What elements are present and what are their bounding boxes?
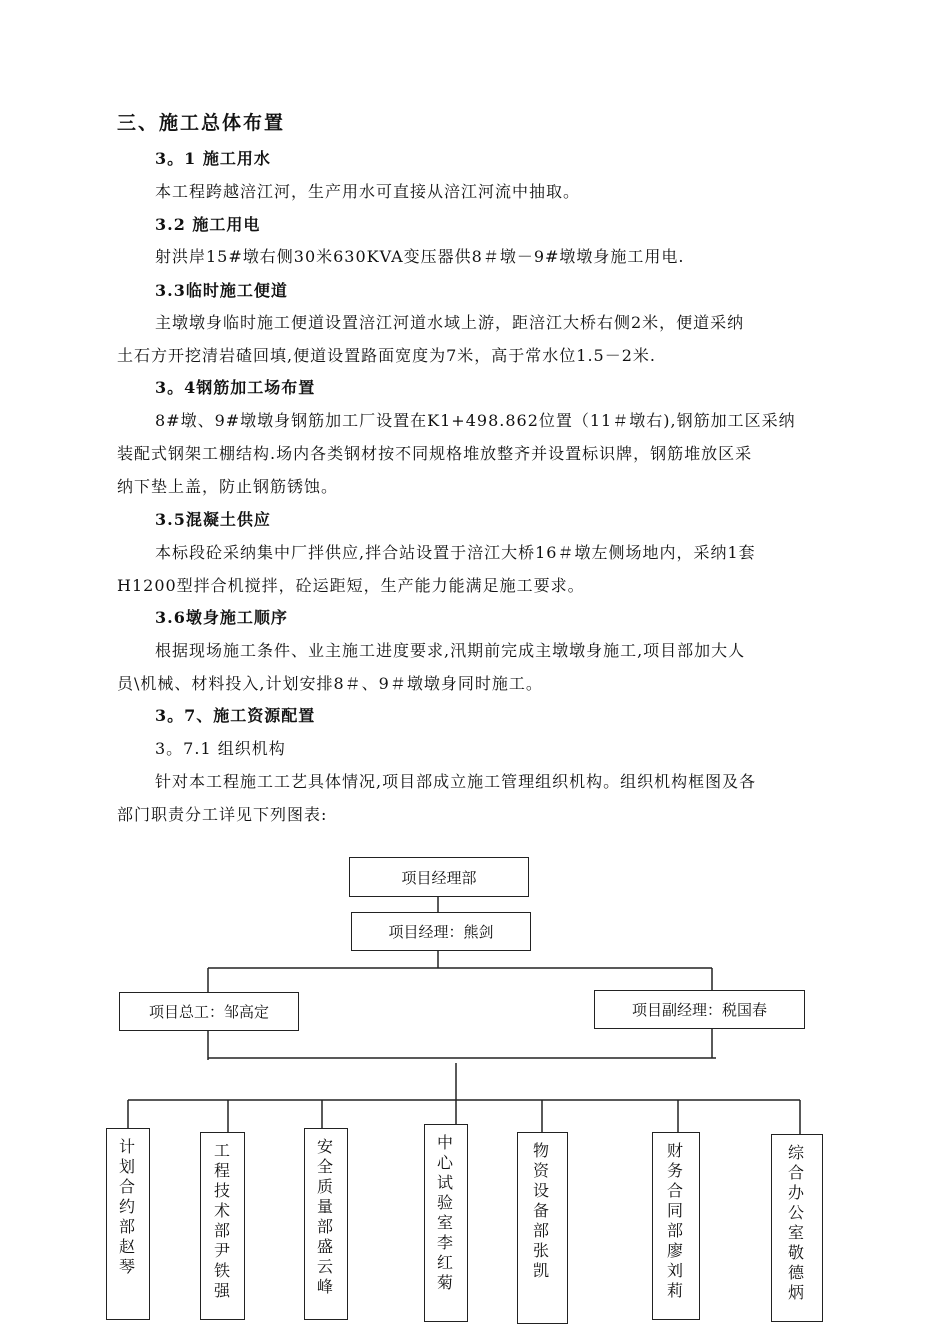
heading-3-6: 3.6墩身施工顺序: [155, 608, 288, 627]
paragraph-line: 主墩墩身临时施工便道设置涪江河道水域上游，距涪江大桥右侧2米，便道采纳: [155, 313, 745, 332]
org-box-label: 项目经理：熊剑: [388, 923, 494, 941]
org-box-project-manager: [351, 912, 531, 951]
section-title: 三、施工总体布置: [117, 112, 286, 134]
org-dept-label: 工程技术部尹铁强: [213, 1141, 230, 1300]
org-box-deputy-manager: [594, 990, 805, 1029]
org-dept-planning-contract: [106, 1128, 150, 1320]
org-dept-engineering-tech: [200, 1132, 245, 1320]
heading-3-7: 3。7、施工资源配置: [155, 706, 316, 725]
paragraph-line: 根据现场施工条件、业主施工进度要求,汛期前完成主墩墩身施工,项目部加大人: [155, 641, 746, 660]
org-box-label: 项目总工：邹高定: [148, 1003, 269, 1021]
paragraph-line: H1200型拌合机搅拌，砼运距短，生产能力能满足施工要求。: [117, 576, 585, 595]
paragraph-line: 本标段砼采纳集中厂拌供应,拌合站设置于涪江大桥16＃墩左侧场地内，采纳1套: [155, 543, 756, 562]
org-dept-general-office: [771, 1134, 823, 1322]
heading-3-5: 3.5混凝土供应: [155, 510, 271, 529]
org-dept-label: 综合办公室敬德炳: [787, 1143, 804, 1302]
paragraph-line: 纳下垫上盖，防止钢筋锈蚀。: [117, 477, 339, 496]
paragraph-line: 装配式钢架工棚结构.场内各类钢材按不同规格堆放整齐并设置标识牌，钢筋堆放区采: [117, 444, 753, 463]
paragraph-line: 部门职责分工详见下列图表:: [117, 805, 328, 824]
heading-3-1: 3。1 施工用水: [155, 149, 271, 168]
org-dept-label: 中心试验室李红菊: [436, 1133, 453, 1292]
heading-3-7-1: 3。7.1 组织机构: [155, 739, 286, 758]
paragraph-line: 8#墩、9#墩墩身钢筋加工厂设置在K1+498.862位置（11＃墩右),钢筋加工区采纳: [155, 411, 796, 430]
paragraph-line: 员\机械、材料投入,计划安排8＃、9＃墩墩身同时施工。: [117, 674, 543, 693]
heading-3-2: 3.2 施工用电: [155, 215, 261, 234]
org-box-chief-engineer: [119, 992, 299, 1031]
heading-3-4: 3。4钢筋加工场布置: [155, 378, 316, 397]
org-box-label: 项目副经理：税国春: [631, 1001, 767, 1019]
org-dept-safety-quality: [304, 1128, 348, 1320]
paragraph-line: 土石方开挖清岩碴回填,便道设置路面宽度为7米，高于常水位1.5－2米.: [117, 346, 656, 365]
org-box-label: 项目经理部: [401, 868, 477, 887]
org-dept-label: 财务合同部廖刘莉: [666, 1141, 683, 1300]
org-dept-label: 物资设备部张凯: [532, 1141, 549, 1280]
org-box-project-department: [349, 857, 529, 897]
org-dept-label: 计划合约部赵琴: [118, 1137, 135, 1276]
paragraph-line: 针对本工程施工工艺具体情况,项目部成立施工管理组织机构。组织机构框图及各: [155, 772, 757, 791]
org-dept-label: 安全质量部盛云峰: [316, 1137, 333, 1296]
paragraph-line: 本工程跨越涪江河，生产用水可直接从涪江河流中抽取。: [155, 182, 581, 201]
org-dept-finance-contract: [652, 1132, 700, 1320]
org-dept-central-lab: [424, 1124, 468, 1322]
paragraph-line: 射洪岸15#墩右侧30米630KVA变压器供8＃墩－9#墩墩身施工用电.: [155, 247, 685, 266]
heading-3-3: 3.3临时施工便道: [155, 281, 288, 300]
org-dept-materials-equipment: [517, 1132, 568, 1324]
